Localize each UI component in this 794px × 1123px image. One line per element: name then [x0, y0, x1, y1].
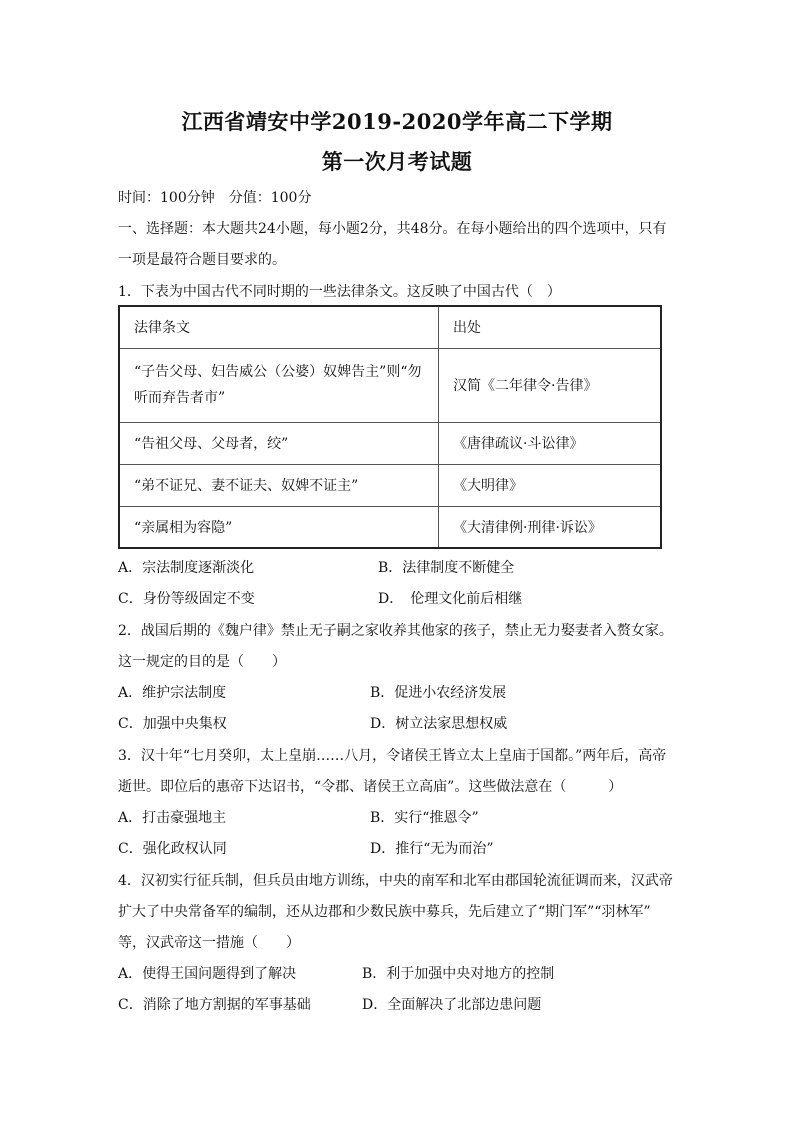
q2-option-d: D．树立法家思想权威 — [370, 716, 508, 732]
q2-stem-line1: 2．战国后期的《魏户律》禁止无子嗣之家收养其他家的孩子，禁止无力娶妻者入赘女家。 — [118, 623, 673, 639]
section-intro-line1: 一、选择题：本大题共24小题，每小题2分，共48分。在每小题给出的四个选项中，只有 — [118, 221, 667, 237]
q2-option-c: C．加强中央集权 — [118, 716, 227, 732]
q1-option-c: C．身份等级固定不变 — [118, 591, 255, 607]
q2-option-b: B．促进小农经济发展 — [370, 685, 507, 701]
q4-option-d: D．全面解决了北部边患问题 — [362, 997, 542, 1013]
q3-option-b: B．实行“推恩令” — [370, 810, 479, 826]
table-cell-text: “弟不证兄、妻不证夫、奴婢不证主” — [119, 464, 439, 506]
table-cell-source: 《大明律》 — [439, 464, 662, 506]
table-cell-text: “告祖父母、父母者，绞” — [119, 422, 439, 464]
q4-stem-line1: 4．汉初实行征兵制，但兵员由地方训练，中央的南军和北军由郡国轮流征调而来，汉武帝 — [118, 873, 673, 889]
table-header-row — [119, 306, 661, 348]
q1-stem: 1．下表为中国古代不同时期的一些法律条文。这反映了中国古代（ ） — [118, 284, 561, 300]
table-row — [119, 506, 661, 548]
section-intro-line2: 一项是最符合题目要求的。 — [118, 252, 286, 268]
q2-stem-line2: 这一规定的目的是（ ） — [118, 654, 286, 670]
q4-stem-line2: 扩大了中央常备军的编制，还从边郡和少数民族中募兵，先后建立了“期门军”“羽林军” — [118, 904, 651, 920]
q3-option-d: D．推行“无为而治” — [370, 841, 494, 857]
table-cell-source: 《唐律疏议·斗讼律》 — [439, 422, 662, 464]
q4-stem-line3: 等，汉武帝这一措施（ ） — [118, 935, 300, 951]
q4-option-b: B．利于加强中央对地方的控制 — [362, 966, 555, 982]
q4-option-c: C．消除了地方割据的军事基础 — [118, 997, 311, 1013]
q3-stem-line1: 3．汉十年“七月癸卯，太上皇崩……八月，令诸侯王皆立太上皇庙于国都。”两年后，高帝 — [118, 748, 667, 764]
table-cell-text-line: “子告父母、妇告威公（公婆）奴婢告主”则“勿 — [134, 364, 422, 380]
table-header-cell: 法律条文 — [119, 306, 439, 348]
q1-option-a: A．宗法制度逐渐淡化 — [118, 560, 255, 576]
time-score-info: 时间：100分钟 分值：100分 — [118, 190, 312, 206]
table-row — [119, 422, 661, 464]
q4-option-a: A．使得王国问题得到了解决 — [118, 966, 297, 982]
exam-title-line2: 第一次月考试题 — [321, 149, 473, 174]
table-cell-text — [119, 348, 439, 422]
table-cell-text: “亲属相为容隐” — [119, 506, 439, 548]
q2-option-a: A．维护宗法制度 — [118, 685, 227, 701]
q1-option-d: D． 伦理文化前后相继 — [378, 591, 523, 607]
table-cell-source: 汉简《二年律令·告律》 — [439, 348, 662, 422]
law-table — [118, 305, 662, 549]
q3-option-a: A．打击豪强地主 — [118, 810, 227, 826]
table-row — [119, 348, 661, 422]
q3-option-c: C．强化政权认同 — [118, 841, 227, 857]
table-cell-text-line: 听而弃告者市” — [134, 390, 226, 406]
q3-stem-line2: 逝世。即位后的惠帝下达诏书，“令郡、诸侯王立高庙”。这些做法意在（ ） — [118, 779, 623, 795]
exam-title-line1: 江西省靖安中学2019-2020学年高二下学期 — [181, 109, 613, 134]
table-row — [119, 464, 661, 506]
table-cell-source: 《大清律例·刑律·诉讼》 — [439, 506, 662, 548]
table-header-cell: 出处 — [439, 306, 662, 348]
q1-option-b: B．法律制度不断健全 — [378, 560, 515, 576]
